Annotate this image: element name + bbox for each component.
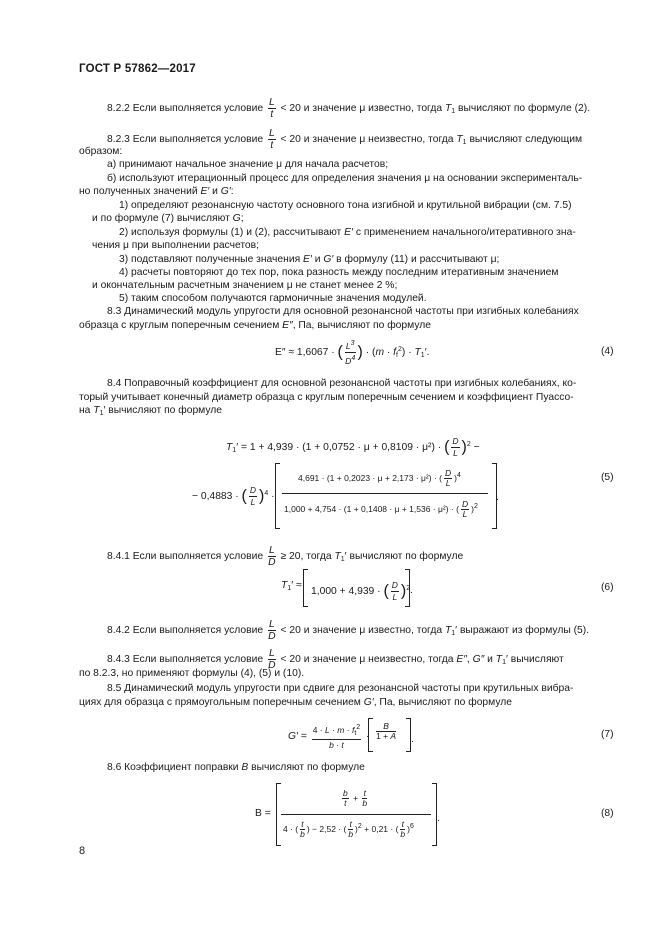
- list-item-b-line2: но полученных значений E′ и G′:: [79, 186, 234, 197]
- formula-8: B =: [255, 808, 271, 819]
- formula-5-line2: − 0,4883 · ( $\frac{D}{L}$ )$^4$ ·: [192, 485, 275, 507]
- para-8-4-2: 8.4.2 Если выполняется условие $\frac{L}{D}$ < 20 и значение μ известно, тогда $T_1'$ выражают из формулы (5).: [107, 619, 590, 642]
- para-8-3: 8.3 Динамический модуль упругости для основной резонансной частоты при изгибных колебаниях: [107, 306, 579, 317]
- formula-5-numerator: 4,691 · (1 + 0,2023 · μ + 2,173 · μ²) · ( $\frac{D}{L}$ )$^4$: [298, 468, 461, 488]
- para-8-4: 8.4 Поправочный коэффициент для основной резонансной частоты при изгибных колебаниях, ко-: [107, 378, 577, 389]
- sublist-item-1: 1) определяют резонансную частоту основного тона изгибной и крутильной вибрации (см. 7.5): [119, 200, 572, 211]
- para-8-2-2: 8.2.2 Если выполняется условие $\frac{L}{t}$ < 20 и значение μ известно, тогда $T_1$ вычисляют по формуле (2).: [107, 97, 591, 120]
- para-8-4-3: 8.4.3 Если выполняется условие $\frac{L}{D}$ < 20 и значение μ неизвестно, тогда E″, G″ и $T_1'$ вычисляют: [107, 648, 564, 671]
- formula-8-numerator: $\frac{b}{t}$ + $\frac{t}{b}$: [343, 788, 368, 808]
- document-header: ГОСТ Р 57862—2017: [79, 63, 196, 75]
- para-8-2-3: 8.2.3 Если выполняется условие $\frac{L}{t}$ < 20 и значение μ неизвестно, тогда $T_1$ вычисляют следующим: [107, 128, 583, 151]
- formula-7-number: (7): [601, 729, 614, 740]
- formula-6: $T_1'$ ≈: [281, 580, 302, 592]
- fraction-l-t: $\frac{L}{t}$: [268, 97, 275, 120]
- sublist-item-4-line2: и окончательным расчетным значением μ не станет менее 2 %;: [92, 280, 398, 291]
- formula-5-denominator: 1,000 + 4,754 · (1 + 0,1408 · μ + 1,536 · μ²) · ( $\frac{D}{L}$ )$^2$: [284, 499, 478, 519]
- list-item-a: а) принимают начальное значение μ для начала расчетов;: [107, 159, 389, 170]
- para-8-5: 8.5 Динамический модуль упругости при сдвиге для резонансной частоты при крутильных вибра-: [107, 683, 574, 694]
- formula-8-number: (8): [601, 808, 614, 819]
- formula-5-number: (5): [601, 472, 614, 483]
- sublist-item-5: 5) таким способом получаются гармоничные значения модулей.: [119, 293, 427, 304]
- fraction-l-t: $\frac{L}{t}$: [268, 128, 275, 151]
- formula-8-fraction-bar: [281, 814, 431, 815]
- formula-7: G′ = $\frac{4 \cdot L \cdot m \cdot f_t^2}{b \cdot t}$ ·: [288, 724, 370, 750]
- sublist-item-4: 4) расчеты повторяют до тех пор, пока разность между последним итеративным значением: [119, 267, 559, 278]
- list-item-b: б) используют итерационный процесс для определения значения μ на основании эксперименталь-: [107, 173, 583, 184]
- formula-5-line1: $T_1' = 1 + 4,939 \cdot (1 + 0,0752 \cdot \mu + 0,8109 \cdot \mu^2)$ · ( $\frac{D}{L}$ )$^2$ −: [226, 436, 480, 458]
- sublist-item-2: 2) используя формулы (1) и (2), рассчитывают E′ с применением начального/итеративного зна-: [119, 227, 576, 238]
- para-8-6: 8.6 Коэффициент поправки B вычисляют по формуле: [107, 762, 365, 773]
- page-number: 8: [79, 845, 86, 857]
- para-8-4-3-line2: по 8.2.3, но применяют формулы (4), (5) и (10).: [79, 668, 305, 679]
- formula-4: E″ ≈ 1,6067 · ( $\frac{L^3}{D^4}$ ) · $(m \cdot f_f^2) \cdot T_1'$.: [275, 340, 430, 366]
- para-8-2-3-line2: образом:: [79, 146, 123, 157]
- sublist-item-1-line2: и по формуле (7) вычисляют G;: [92, 213, 244, 224]
- formula-4-number: (4): [601, 346, 614, 357]
- para-8-4-line2: торый учитывает конечный диаметр образца с круглым поперечным сечением и коэффициент Пуассо-: [79, 392, 574, 403]
- para-8-4-1: 8.4.1 Если выполняется условие $\frac{L}{D}$ ≥ 20, тогда $T_1'$ вычисляют по формуле: [107, 545, 464, 568]
- formula-8-denominator: 4 · ( $\frac{t}{b}$ ) − 2,52 · ( $\frac{t}{b}$ )$^2$ + 0,21 · ( $\frac{t}{b}$ )$^6$: [283, 819, 414, 839]
- formula-6-number: (6): [601, 582, 614, 593]
- para-8-5-line2: циях для образца с прямоугольным поперечным сечением G′, Па, вычисляют по формуле: [79, 697, 513, 708]
- para-8-4-line3: на $T_1'$ вычисляют по формуле: [79, 405, 223, 417]
- formula-5-left-bracket: [275, 463, 280, 529]
- formula-5-fraction-bar: [282, 493, 488, 494]
- para-8-3-line2: образца с круглым поперечным сечением E″, Па, вычисляют по формуле: [79, 320, 431, 331]
- document-page: ГОСТ Р 57862—2017 8.2.2 Если выполняется условие $\frac{L}{t}$ < 20 и значение μ известно, тогда $T_1$ вычисляют по формуле (2). 8.2.3 Если выполняется условие $\frac{L}{t}$ < 20 и значение μ неизвестно, тогда $T_1$ вычисляют следующим образом: а) принимают начальное значение μ для начала расчетов; б) используют итерационный процесс для определения значения μ на основании эксперименталь- но полученных значений E′ и G′: 1) определяют резонансную частоту основного тона изгибной и крутильной вибрации (см. 7.5) и по формуле (7) вычисляют G; 2) используя формулы (1) и (2), рассчитывают E′ с применением начального/итеративного зна- чения μ при выполнении расчетов; 3) подставляют полученные значения E′ и G′ в формулу (11) и рассчитывают μ; 4) расчеты повторяют до тех пор, пока разность между последним итеративным значением и окончательным расчетным значением μ не станет менее 2 %; 5) таким способом получаются гармоничные значения модулей. 8.3 Динамический модуль упругости для основной резонансной частоты при изгибных колебаниях образца с круглым поперечным сечением E″, Па, вычисляют по формуле E″ ≈ 1,6067 · ( $\frac{L^3}{D^4}$ ) · $(m \cdot f_f^2) \cdot T_1'$. (4) 8.4 Поправочный коэффициент для основной резонансной частоты при изгибных колебаниях, ко- торый учитывает конечный диаметр образца с круглым поперечным сечением и коэффициент Пуассо- на $T_1'$ вычисляют по формуле $T_1' = 1 + 4,939 \cdot (1 + 0,0752 \cdot \mu + 0,8109 \cdot \mu^2)$ · ( $\frac{D}{L}$ )$^2$ − − 0,4883 · ( $\frac{D}{L}$ )$^4$ · 4,691 · (1 + 0,2023 · μ + 2,173 · μ²) · ( $\frac{D}{L}$ )$^4$ 1,000 + 4,754 · (1 + 0,1408 · μ + 1,536 · μ²) · ( $\frac{D}{L}$ )$^2$ . (5) 8.4.1 Если выполняется условие $\frac{L}{D}$ ≥ 20, тогда $T_1'$ вычисляют по формуле $T_1'$ ≈ 1,000 + 4,939 · ( $\frac{D}{L}$ )$^2$ . (6) 8.4.2 Если выполняется условие $\frac{L}{D}$ < 20 и значение μ известно, тогда $T_1'$ выражают из формулы (5). 8.4.3 Если выполняется условие $\frac{L}{D}$ < 20 и значение μ неизвестно, тогда E″, G″ и $T_1'$ вычисляют по 8.2.3, но применяют формулы (4), (5) и (10). 8.5 Динамический модуль упругости при сдвиге для резонансной частоты при крутильных вибра- циях для образца с прямоугольным поперечным сечением G′, Па, вычисляют по формуле G′ = $\frac{4 \cdot L \cdot m \cdot f_t^2}{b \cdot t}$ · $\frac{B}{1 + A}$ . (7) 8.6 Коэффициент поправки B вычисляют по формуле B = $\frac{b}{t}$ + $\frac{t}{b}$ 4 · ( $\frac{t}{b}$ ) − 2,52 · ( $\frac{t}{b}$ )$^2$ + 0,21 · ( $\frac{t}{b}$ )$^6$ . (8) 8: [79, 63, 614, 857]
- sublist-item-3: 3) подставляют полученные значения E′ и G′ в формулу (11) и рассчитывают μ;: [119, 254, 500, 265]
- sublist-item-2-line2: чения μ при выполнении расчетов;: [92, 240, 259, 251]
- formula-6-body: 1,000 + 4,939 · ( $\frac{D}{L}$ )$^2$: [311, 580, 411, 602]
